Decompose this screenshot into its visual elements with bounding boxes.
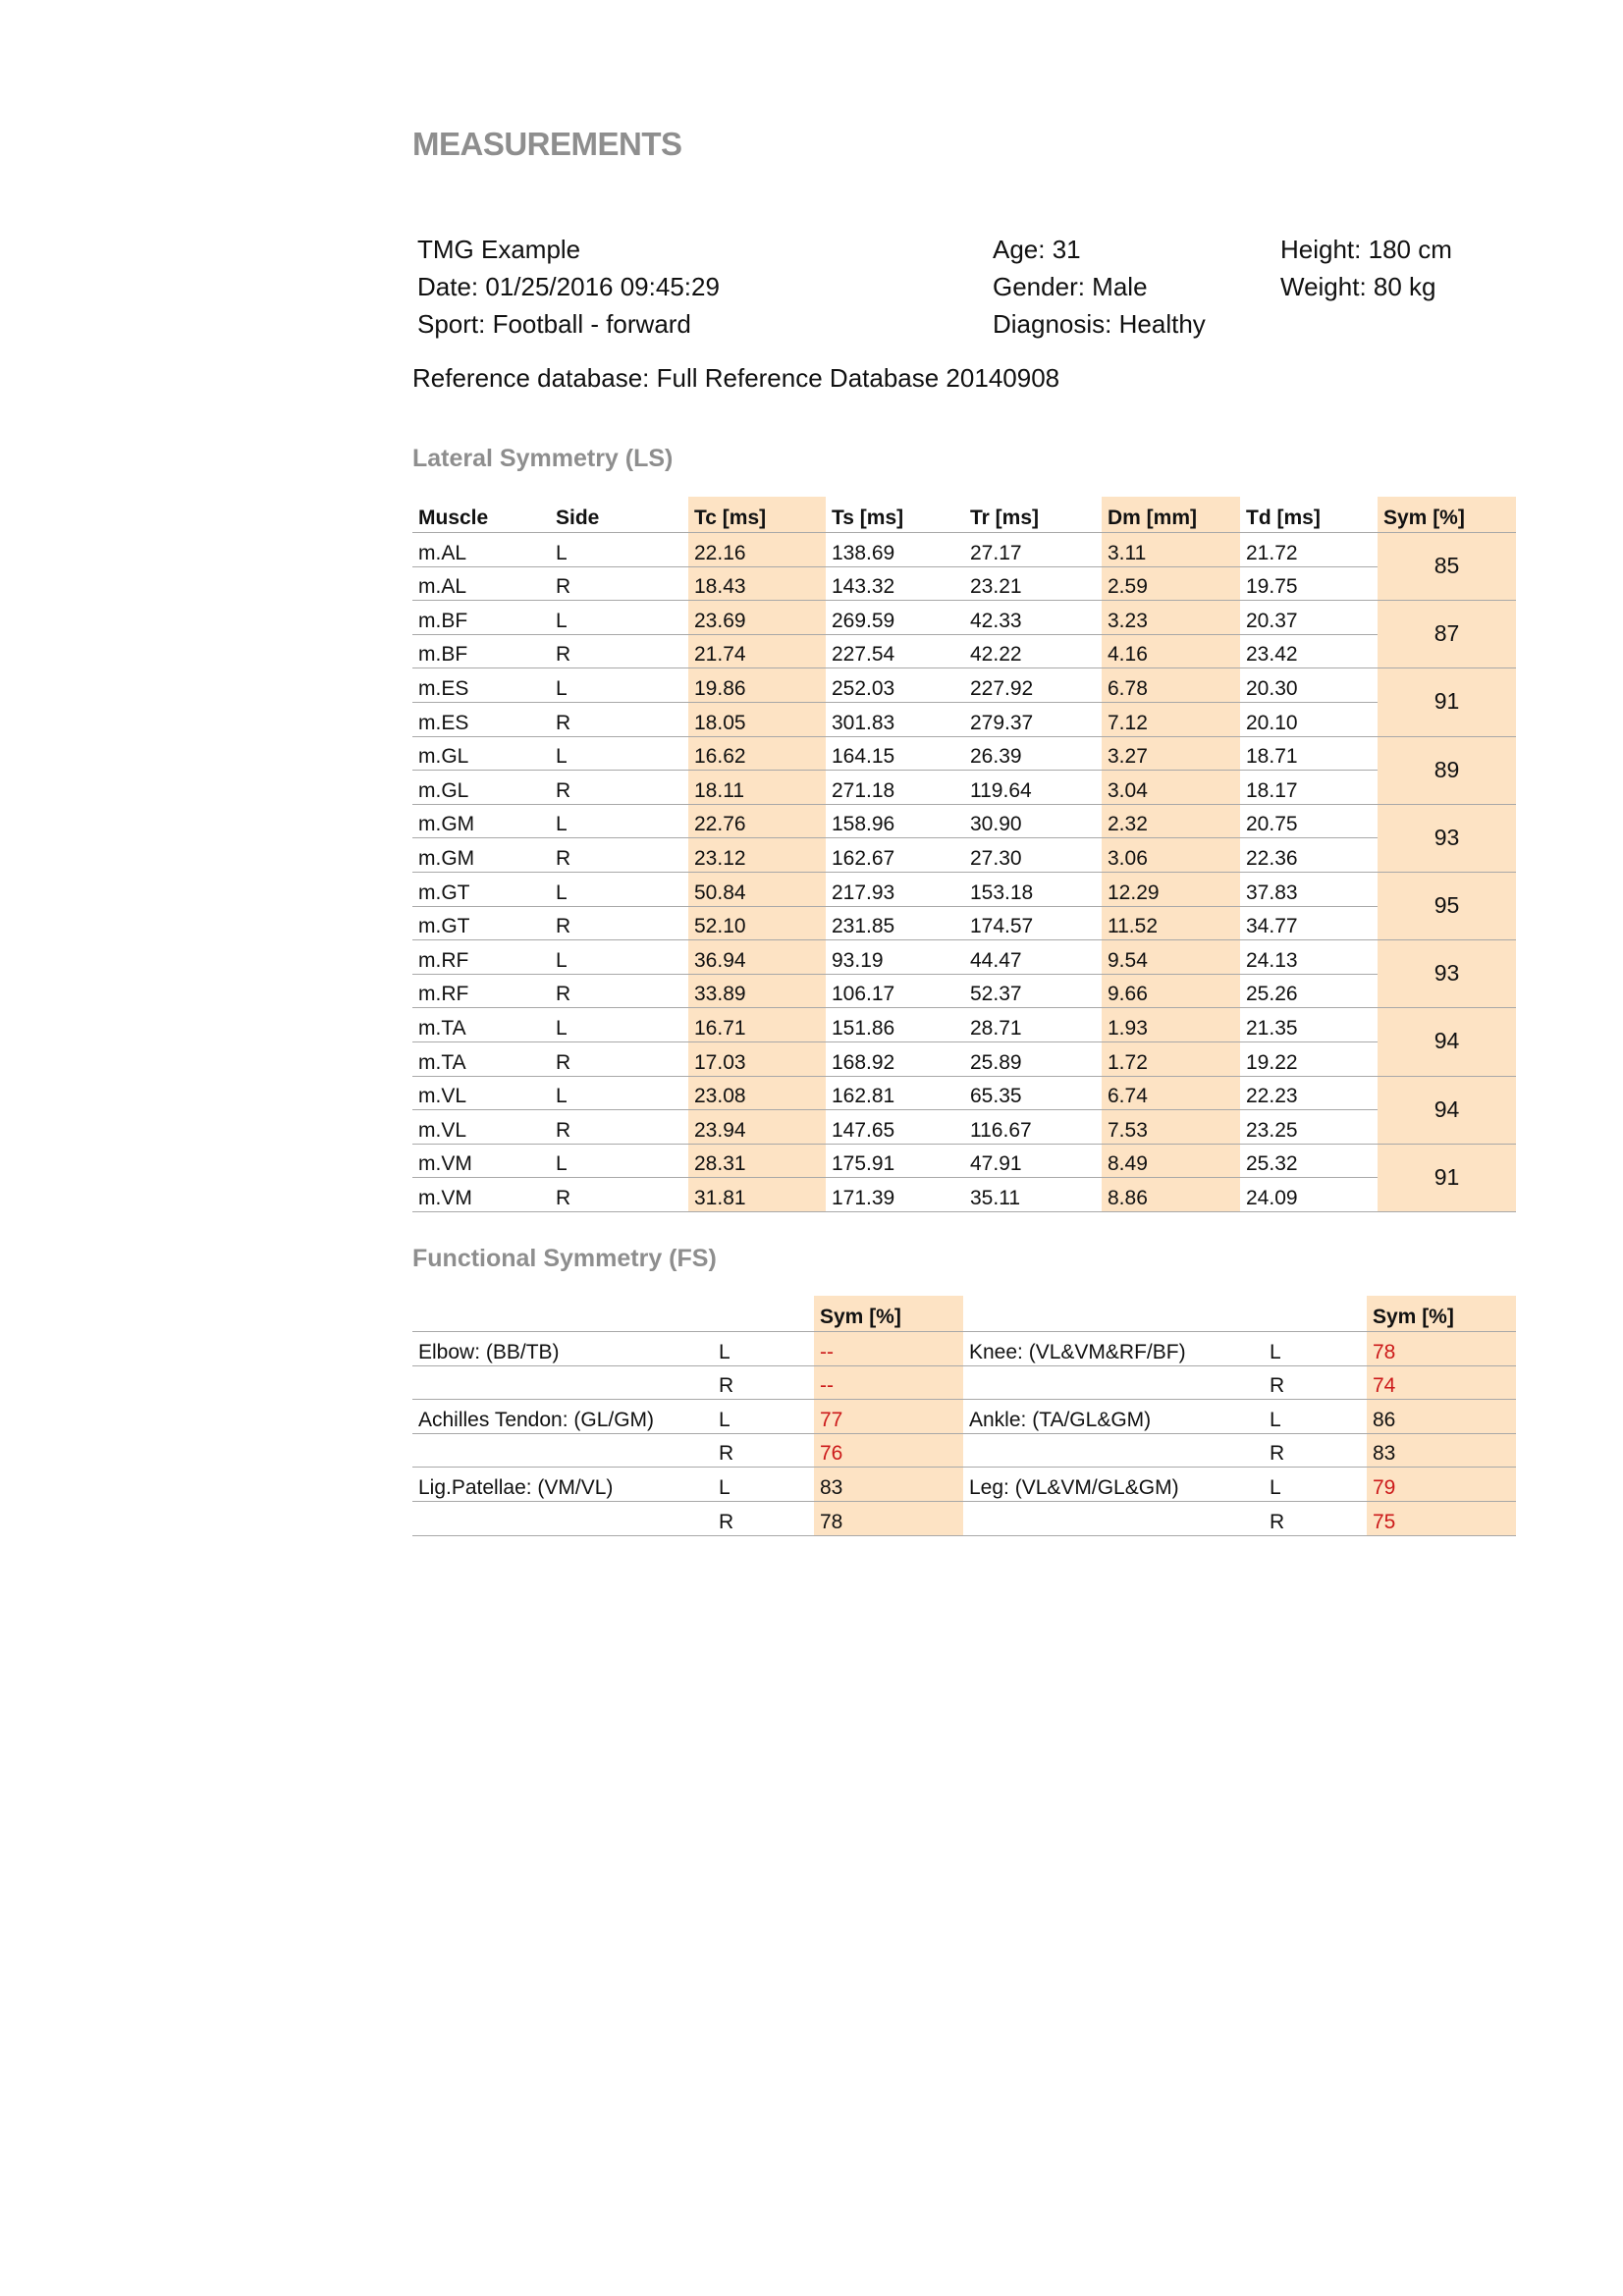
ls-cell: 147.65 [826,1110,964,1145]
ls-cell: 52.10 [688,906,826,940]
fs-sym-value: 79 [1367,1468,1516,1502]
table-row [412,1400,1516,1434]
ls-cell: 50.84 [688,872,826,906]
ls-sym-value: 95 [1378,872,1516,939]
ls-cell: 19.86 [688,668,826,703]
ls-cell: m.TA [412,1041,550,1076]
ls-cell: 23.69 [688,601,826,635]
lateral-symmetry-table [412,497,1516,1212]
table-row [412,804,1516,838]
ls-cell: 162.67 [826,838,964,873]
fs-joint-label: Leg: (VL&VM/GL&GM) [963,1468,1264,1502]
ls-cell: 174.57 [964,906,1102,940]
fs-sym-value: 78 [1367,1332,1516,1366]
table-row [412,838,1516,873]
ls-cell: L [550,533,688,567]
ls-cell: m.AL [412,566,550,601]
table-row [412,1468,1516,1502]
ls-cell: 21.72 [1240,533,1378,567]
ls-cell: 119.64 [964,771,1102,805]
ls-cell: 217.93 [826,872,964,906]
ls-cell: 3.23 [1102,601,1240,635]
fs-side: L [713,1400,814,1434]
fs-header-blank [713,1296,814,1332]
table-row [412,906,1516,940]
fs-joint-label: Lig.Patellae: (VM/VL) [412,1468,713,1502]
ls-cell: 65.35 [964,1076,1102,1110]
measurement-date: Date: 01/25/2016 09:45:29 [417,272,720,301]
ls-header-cell: Ts [ms] [826,497,964,533]
patient-diagnosis: Diagnosis: Healthy [993,309,1206,339]
ls-cell: 93.19 [826,940,964,975]
fs-sym-value: -- [814,1332,963,1366]
fs-sym-value: 78 [814,1501,963,1535]
table-row [412,702,1516,736]
ls-cell: 28.71 [964,1008,1102,1042]
ls-cell: m.VL [412,1110,550,1145]
fs-side: R [713,1365,814,1400]
ls-cell: 37.83 [1240,872,1378,906]
ls-cell: m.RF [412,940,550,975]
patient-age: Age: 31 [993,235,1081,264]
ls-sym-value: 91 [1378,1144,1516,1211]
ls-cell: 34.77 [1240,906,1378,940]
table-row [412,1365,1516,1400]
ls-cell: R [550,906,688,940]
fs-side: R [1264,1433,1367,1468]
table-row [412,1144,1516,1178]
ls-cell: 19.75 [1240,566,1378,601]
ls-cell: m.GM [412,838,550,873]
ls-cell: 3.11 [1102,533,1240,567]
table-row [412,1501,1516,1535]
ls-sym-value: 94 [1378,1008,1516,1076]
ls-cell: 21.74 [688,634,826,668]
ls-cell: 2.32 [1102,804,1240,838]
ls-header-cell: Sym [%] [1378,497,1516,533]
ls-cell: 47.91 [964,1144,1102,1178]
ls-cell: 153.18 [964,872,1102,906]
table-row [412,1178,1516,1212]
ls-cell: 24.13 [1240,940,1378,975]
ls-cell: R [550,634,688,668]
ls-cell: 106.17 [826,974,964,1008]
ls-sym-value: 85 [1378,533,1516,601]
ls-cell: 231.85 [826,906,964,940]
ls-cell: 23.21 [964,566,1102,601]
fs-joint-label [963,1501,1264,1535]
table-row [412,1433,1516,1468]
ls-cell: 42.33 [964,601,1102,635]
ls-cell: 21.35 [1240,1008,1378,1042]
ls-cell: 23.94 [688,1110,826,1145]
fs-joint-label [963,1365,1264,1400]
ls-cell: m.ES [412,668,550,703]
ls-cell: 168.92 [826,1041,964,1076]
ls-cell: 23.12 [688,838,826,873]
table-row [412,1332,1516,1366]
ls-cell: 31.81 [688,1178,826,1212]
fs-side: R [1264,1501,1367,1535]
ls-sym-value: 93 [1378,804,1516,872]
ls-header-cell: Dm [mm] [1102,497,1240,533]
fs-joint-label: Knee: (VL&VM&RF/BF) [963,1332,1264,1366]
ls-cell: 269.59 [826,601,964,635]
ls-cell: 1.93 [1102,1008,1240,1042]
ls-cell: 16.71 [688,1008,826,1042]
ls-header-cell: Muscle [412,497,550,533]
ls-cell: 42.22 [964,634,1102,668]
fs-joint-label [963,1433,1264,1468]
ls-cell: 3.06 [1102,838,1240,873]
ls-cell: 175.91 [826,1144,964,1178]
ls-cell: R [550,1110,688,1145]
ls-cell: R [550,1041,688,1076]
fs-sym-value: 86 [1367,1400,1516,1434]
ls-cell: m.RF [412,974,550,1008]
ls-cell: 12.29 [1102,872,1240,906]
fs-sym-value: -- [814,1365,963,1400]
ls-cell: R [550,1178,688,1212]
ls-cell: R [550,566,688,601]
ls-cell: 162.81 [826,1076,964,1110]
ls-cell: 20.10 [1240,702,1378,736]
ls-cell: 25.89 [964,1041,1102,1076]
ls-cell: 3.27 [1102,736,1240,771]
patient-sport: Sport: Football - forward [417,309,691,339]
ls-cell: m.VL [412,1076,550,1110]
fs-joint-label: Elbow: (BB/TB) [412,1332,713,1366]
ls-cell: 6.74 [1102,1076,1240,1110]
ls-cell: 23.08 [688,1076,826,1110]
fs-side: R [713,1433,814,1468]
fs-joint-label: Ankle: (TA/GL&GM) [963,1400,1264,1434]
ls-cell: 116.67 [964,1110,1102,1145]
fs-side: L [1264,1400,1367,1434]
ls-cell: m.GL [412,736,550,771]
ls-cell: 3.04 [1102,771,1240,805]
patient-info-left [417,231,720,343]
lateral-symmetry-title: Lateral Symmetry (LS) [412,445,674,472]
ls-cell: 28.31 [688,1144,826,1178]
functional-symmetry-header-row [412,1296,1516,1332]
table-row [412,533,1516,567]
ls-cell: R [550,838,688,873]
ls-cell: 227.92 [964,668,1102,703]
ls-cell: 20.75 [1240,804,1378,838]
table-row [412,601,1516,635]
ls-cell: m.AL [412,533,550,567]
fs-side: L [1264,1468,1367,1502]
ls-sym-value: 91 [1378,668,1516,736]
ls-cell: m.GM [412,804,550,838]
table-row [412,566,1516,601]
ls-cell: 52.37 [964,974,1102,1008]
ls-cell: L [550,736,688,771]
ls-cell: m.GT [412,872,550,906]
table-row [412,634,1516,668]
ls-cell: 279.37 [964,702,1102,736]
fs-joint-label: Achilles Tendon: (GL/GM) [412,1400,713,1434]
fs-side: L [1264,1332,1367,1366]
fs-sym-value: 76 [814,1433,963,1468]
fs-joint-label [412,1501,713,1535]
fs-joint-label [412,1365,713,1400]
ls-header-cell: Td [ms] [1240,497,1378,533]
ls-cell: L [550,1008,688,1042]
ls-sym-value: 87 [1378,601,1516,668]
ls-cell: 33.89 [688,974,826,1008]
ls-header-cell: Tc [ms] [688,497,826,533]
table-row [412,974,1516,1008]
ls-cell: 36.94 [688,940,826,975]
ls-cell: 252.03 [826,668,964,703]
ls-cell: 26.39 [964,736,1102,771]
ls-cell: 7.53 [1102,1110,1240,1145]
ls-cell: L [550,1076,688,1110]
ls-cell: L [550,668,688,703]
fs-joint-label [412,1433,713,1468]
ls-cell: 158.96 [826,804,964,838]
ls-cell: 7.12 [1102,702,1240,736]
patient-gender: Gender: Male [993,272,1148,301]
ls-cell: 138.69 [826,533,964,567]
fs-sym-value: 83 [814,1468,963,1502]
fs-side: R [713,1501,814,1535]
functional-symmetry-body [412,1332,1516,1536]
ls-cell: R [550,771,688,805]
ls-cell: 171.39 [826,1178,964,1212]
ls-cell: 227.54 [826,634,964,668]
ls-cell: L [550,804,688,838]
table-row [412,1110,1516,1145]
ls-cell: 16.62 [688,736,826,771]
table-row [412,668,1516,703]
ls-cell: 25.32 [1240,1144,1378,1178]
fs-side: L [713,1468,814,1502]
ls-cell: L [550,872,688,906]
ls-cell: 30.90 [964,804,1102,838]
ls-cell: L [550,601,688,635]
ls-sym-value: 94 [1378,1076,1516,1144]
ls-cell: m.BF [412,634,550,668]
patient-info-middle [993,231,1206,343]
patient-weight: Weight: 80 kg [1280,272,1436,301]
fs-sym-value: 77 [814,1400,963,1434]
ls-cell: 23.42 [1240,634,1378,668]
ls-cell: 18.05 [688,702,826,736]
ls-cell: 8.86 [1102,1178,1240,1212]
ls-cell: m.GL [412,771,550,805]
fs-sym-value: 83 [1367,1433,1516,1468]
patient-height: Height: 180 cm [1280,235,1452,264]
lateral-symmetry-header-row [412,497,1516,533]
fs-sym-value: 74 [1367,1365,1516,1400]
ls-cell: 44.47 [964,940,1102,975]
ls-cell: 25.26 [1240,974,1378,1008]
ls-cell: m.BF [412,601,550,635]
ls-cell: 22.36 [1240,838,1378,873]
ls-cell: m.ES [412,702,550,736]
fs-side: L [713,1332,814,1366]
ls-cell: 24.09 [1240,1178,1378,1212]
ls-cell: m.TA [412,1008,550,1042]
functional-symmetry-table [412,1296,1516,1536]
ls-cell: 22.23 [1240,1076,1378,1110]
ls-cell: 27.30 [964,838,1102,873]
ls-cell: 35.11 [964,1178,1102,1212]
fs-header-blank [963,1296,1264,1332]
table-row [412,1008,1516,1042]
table-row [412,940,1516,975]
table-row [412,1041,1516,1076]
ls-sym-value: 89 [1378,736,1516,804]
reference-database: Reference database: Full Reference Database 20140908 [412,363,1060,393]
ls-cell: m.VM [412,1178,550,1212]
ls-cell: 6.78 [1102,668,1240,703]
table-row [412,872,1516,906]
ls-cell: 1.72 [1102,1041,1240,1076]
ls-cell: 143.32 [826,566,964,601]
ls-cell: 20.37 [1240,601,1378,635]
ls-cell: 271.18 [826,771,964,805]
table-row [412,771,1516,805]
ls-cell: 23.25 [1240,1110,1378,1145]
ls-cell: 18.11 [688,771,826,805]
ls-cell: 4.16 [1102,634,1240,668]
ls-cell: 18.17 [1240,771,1378,805]
patient-info-right [1280,231,1452,305]
patient-name: TMG Example [417,235,581,264]
fs-header-sym: Sym [%] [1367,1296,1516,1332]
table-row [412,1076,1516,1110]
ls-cell: R [550,702,688,736]
ls-cell: 20.30 [1240,668,1378,703]
ls-cell: 22.16 [688,533,826,567]
fs-header-blank [1264,1296,1367,1332]
ls-cell: 164.15 [826,736,964,771]
ls-cell: 8.49 [1102,1144,1240,1178]
ls-cell: m.GT [412,906,550,940]
lateral-symmetry-body [412,533,1516,1212]
fs-side: R [1264,1365,1367,1400]
ls-cell: L [550,1144,688,1178]
ls-cell: 18.43 [688,566,826,601]
ls-cell: 2.59 [1102,566,1240,601]
ls-header-cell: Tr [ms] [964,497,1102,533]
ls-cell: 27.17 [964,533,1102,567]
ls-header-cell: Side [550,497,688,533]
ls-cell: 17.03 [688,1041,826,1076]
table-row [412,736,1516,771]
ls-cell: 19.22 [1240,1041,1378,1076]
ls-cell: 301.83 [826,702,964,736]
ls-cell: m.VM [412,1144,550,1178]
ls-cell: L [550,940,688,975]
ls-cell: 18.71 [1240,736,1378,771]
page-title: MEASUREMENTS [412,126,682,162]
ls-cell: 11.52 [1102,906,1240,940]
functional-symmetry-title: Functional Symmetry (FS) [412,1245,717,1272]
ls-cell: 9.66 [1102,974,1240,1008]
ls-cell: 22.76 [688,804,826,838]
fs-header-sym: Sym [%] [814,1296,963,1332]
ls-cell: R [550,974,688,1008]
ls-cell: 151.86 [826,1008,964,1042]
fs-header-blank [412,1296,713,1332]
ls-sym-value: 93 [1378,940,1516,1008]
ls-cell: 9.54 [1102,940,1240,975]
fs-sym-value: 75 [1367,1501,1516,1535]
